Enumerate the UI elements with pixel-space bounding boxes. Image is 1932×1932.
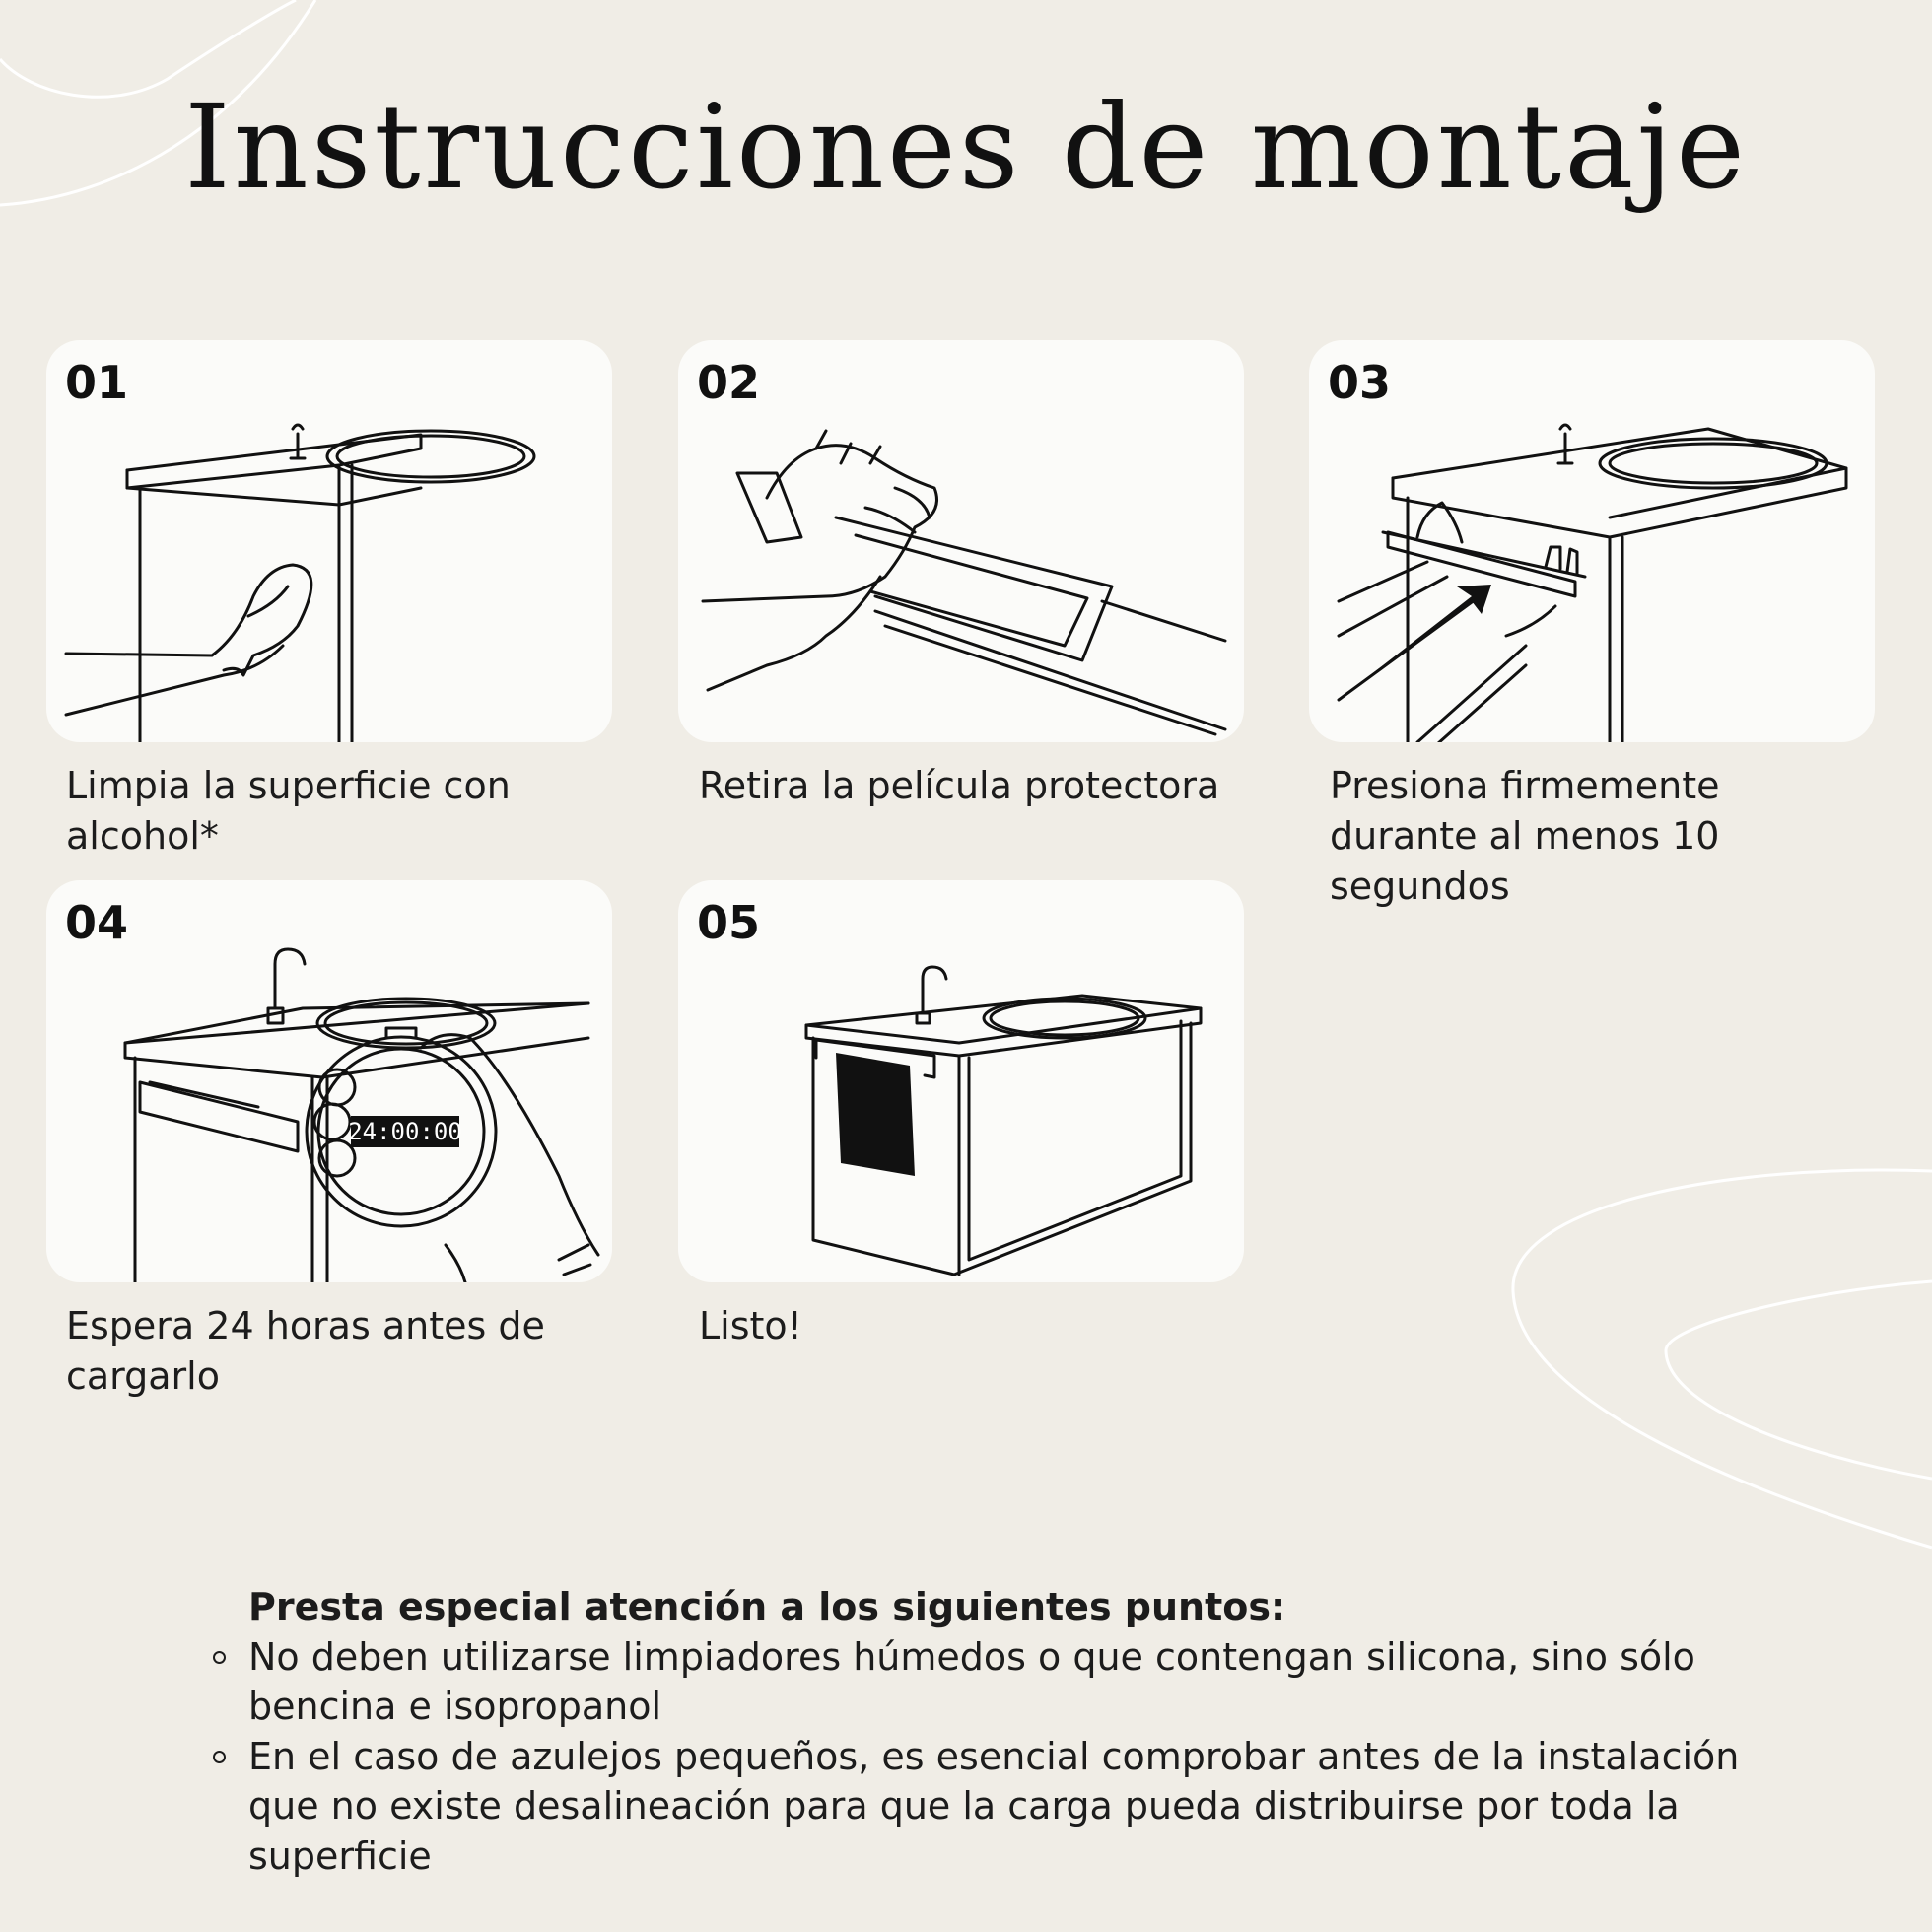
illustration-wait-24h — [46, 880, 612, 1282]
step-caption-02: Retira la película protectora — [699, 764, 1220, 807]
illustration-press-firmly — [1309, 340, 1875, 742]
step-card-01 — [46, 340, 612, 742]
bullet-icon — [213, 1751, 226, 1763]
step-caption-03: Presiona firmemente durante al menos 10 segundos — [1330, 764, 1720, 908]
note-text: No deben utilizarse limpiadores húmedos o que contengan silicona, sino sólo bencina e isopropanol — [248, 1634, 1695, 1728]
illustration-remove-film — [678, 340, 1244, 742]
illustration-done — [678, 880, 1244, 1282]
step-card-04 — [46, 880, 612, 1282]
page-title: Instrucciones de montaje — [184, 79, 1748, 215]
step-card-03 — [1309, 340, 1875, 742]
list-item — [209, 1632, 1747, 1732]
step-number: 04 — [65, 896, 129, 949]
step-caption-04: Espera 24 horas antes de cargarlo — [66, 1304, 545, 1398]
attention-notes — [209, 1582, 1747, 1881]
step-caption-05: Listo! — [699, 1304, 802, 1347]
step-card-02 — [678, 340, 1244, 742]
bullet-icon — [213, 1651, 226, 1664]
timer-display: 24:00:00 — [348, 1118, 462, 1145]
notes-heading: Presta especial atención a los siguientes puntos: — [248, 1585, 1286, 1628]
step-number: 02 — [697, 356, 761, 409]
illustration-clean-surface — [46, 340, 612, 742]
list-item — [209, 1732, 1747, 1882]
step-number: 01 — [65, 356, 129, 409]
step-caption-01: Limpia la superficie con alcohol* — [66, 764, 511, 858]
step-number: 05 — [697, 896, 761, 949]
step-card-05 — [678, 880, 1244, 1282]
step-number: 03 — [1328, 356, 1392, 409]
note-text: En el caso de azulejos pequeños, es esencial comprobar antes de la instalación que no existe desalineación para que la carga pueda distribuirse por toda la superficie — [248, 1734, 1740, 1878]
notes-list — [209, 1632, 1747, 1882]
